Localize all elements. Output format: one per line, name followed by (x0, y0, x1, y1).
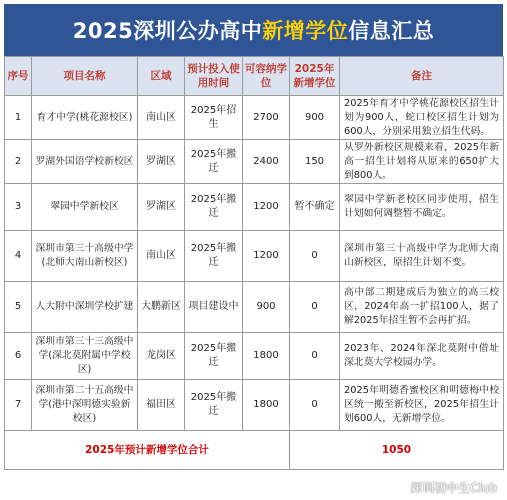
cell-added: 暂不确定 (290, 184, 340, 231)
cell-note: 深圳市第三十高级中学为北师大南山新校区，原招生计划不变。 (340, 231, 504, 282)
cell-no: 1 (5, 96, 32, 140)
cell-time: 2025年搬迁 (185, 184, 243, 231)
cell-capacity: 2400 (243, 140, 290, 184)
cell-time: 2025年招生 (185, 96, 243, 140)
cell-no: 3 (5, 184, 32, 231)
table-row (5, 184, 504, 231)
cell-name: 深圳市第二十五高级中学(港中深明德实验新校区) (32, 380, 138, 431)
cell-capacity: 1800 (243, 333, 290, 380)
table-row (5, 231, 504, 282)
table-row (5, 333, 504, 380)
header-capacity: 可容纳学位 (243, 57, 290, 96)
table-header-row (5, 57, 504, 96)
table-row (5, 380, 504, 431)
cell-note: 翠园中学新老校区同步使用，招生计划如何调整暂不确定。 (340, 184, 504, 231)
cell-time: 2025年搬迁 (185, 140, 243, 184)
cell-added: 0 (290, 380, 340, 431)
cell-time: 2025年搬迁 (185, 380, 243, 431)
cell-note: 2025年育才中学桃花源校区招生计划为900人，蛇口校区招生计划为600人，分别采用独立招生代码。 (340, 96, 504, 140)
cell-added: 0 (290, 231, 340, 282)
header-added: 2025年新增学位 (290, 57, 340, 96)
cell-area: 罗湖区 (138, 184, 185, 231)
cell-added: 150 (290, 140, 340, 184)
cell-area: 罗湖区 (138, 140, 185, 184)
cell-capacity: 1200 (243, 231, 290, 282)
cell-name: 育才中学(桃花源校区) (32, 96, 138, 140)
title-suffix: 信息汇总 (348, 19, 435, 43)
cell-added: 900 (290, 96, 340, 140)
cell-added: 0 (290, 282, 340, 333)
header-area: 区域 (138, 57, 185, 96)
cell-note: 2025年明德香蜜校区和明德梅中校区统一搬至新校区，2025年招生计划600人，无新增学位。 (340, 380, 504, 431)
cell-time: 项目建设中 (185, 282, 243, 333)
header-no: 序号 (5, 57, 32, 96)
cell-area: 大鹏新区 (138, 282, 185, 333)
title-prefix: 2025深圳公办高中 (72, 19, 263, 43)
header-note: 备注 (340, 57, 504, 96)
schools-table (4, 56, 504, 470)
cell-area: 南山区 (138, 231, 185, 282)
cell-note: 高中部二期建成后为独立的高三校区，2024年高一扩招100人，据了解2025年招生暂不会再扩招。 (340, 282, 504, 333)
cell-no: 6 (5, 333, 32, 380)
cell-area: 龙岗区 (138, 333, 185, 380)
cell-no: 2 (5, 140, 32, 184)
cell-name: 人大附中深圳学校扩建 (32, 282, 138, 333)
page-title (4, 4, 503, 56)
cell-no: 7 (5, 380, 32, 431)
cell-note: 2023年、2024年深北莫附中借址深北莫大学校园办学。 (340, 333, 504, 380)
cell-time: 2025年搬迁 (185, 231, 243, 282)
cell-note: 从罗外新校区规模来看，2025年新高一招生计划将从原来的650扩大到800人。 (340, 140, 504, 184)
cell-capacity: 900 (243, 282, 290, 333)
cell-capacity: 2700 (243, 96, 290, 140)
cell-capacity: 1200 (243, 184, 290, 231)
header-name: 项目名称 (32, 57, 138, 96)
cell-capacity: 1800 (243, 380, 290, 431)
title-highlight: 新增学位 (262, 19, 349, 43)
total-value: 1050 (290, 431, 504, 470)
cell-name: 深圳市第三十三高级中学(深北莫附属中学校区) (32, 333, 138, 380)
cell-name: 深圳市第三十高级中学(北师大南山新校区) (32, 231, 138, 282)
cell-added: 0 (290, 333, 340, 380)
cell-area: 南山区 (138, 96, 185, 140)
cell-no: 5 (5, 282, 32, 333)
watermark: 深圳初中生Club (410, 481, 497, 495)
total-row (5, 431, 504, 470)
cell-no: 4 (5, 231, 32, 282)
cell-name: 罗湖外国语学校新校区 (32, 140, 138, 184)
cell-name: 翠园中学新校区 (32, 184, 138, 231)
table-row (5, 96, 504, 140)
table-row (5, 282, 504, 333)
header-time: 预计投入使用时间 (185, 57, 243, 96)
table-row (5, 140, 504, 184)
cell-area: 福田区 (138, 380, 185, 431)
cell-time: 2025年搬迁 (185, 333, 243, 380)
total-label: 2025年预计新增学位合计 (5, 431, 290, 470)
